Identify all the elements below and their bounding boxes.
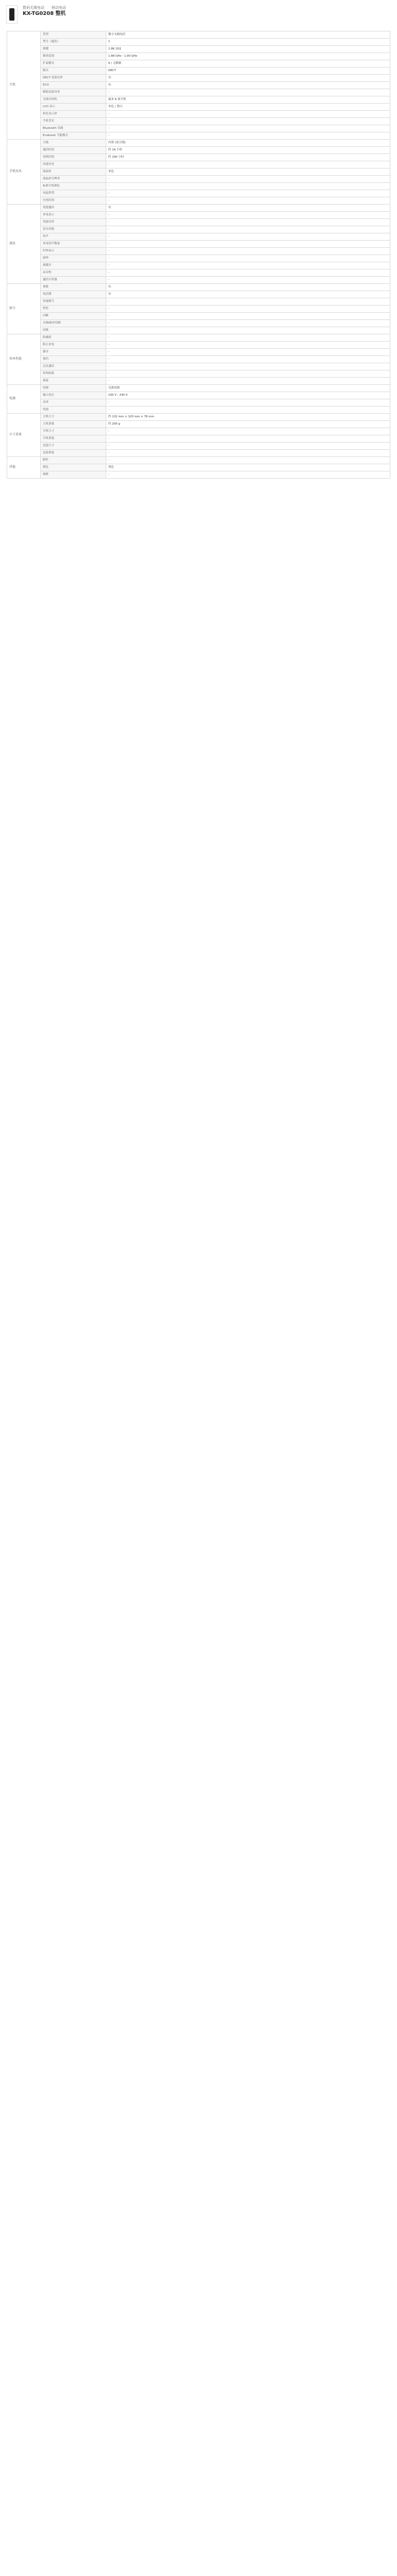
spec-label: 主机重量 xyxy=(41,421,106,428)
spec-row xyxy=(7,39,390,46)
spec-row xyxy=(7,104,390,111)
spec-label: 电话簿 xyxy=(41,291,106,298)
spec-row xyxy=(7,140,390,147)
spec-label: 防骚扰 xyxy=(41,334,106,342)
spec-label: 扩展模式 xyxy=(41,60,106,67)
spec-value: - xyxy=(106,334,390,342)
spec-value: - xyxy=(106,370,390,378)
spec-row xyxy=(7,378,390,385)
spec-value: - xyxy=(106,298,390,306)
spec-value: - xyxy=(106,406,390,414)
spec-category: 电源 xyxy=(7,385,41,414)
spec-label: 通话时间 xyxy=(41,147,106,154)
spec-value: - xyxy=(106,233,390,241)
spec-label: 静音 xyxy=(41,349,106,356)
spec-label: 包装重量 xyxy=(41,450,106,457)
spec-table xyxy=(7,31,390,479)
spec-value: - xyxy=(106,262,390,269)
spec-row xyxy=(7,212,390,219)
spec-row xyxy=(7,277,390,284)
spec-row xyxy=(7,118,390,125)
spec-label: 降低发射功率 xyxy=(41,89,106,96)
spec-value: - xyxy=(106,327,390,334)
spec-value: - xyxy=(106,342,390,349)
spec-row xyxy=(7,399,390,406)
spec-label: Ecoboost 节能模式 xyxy=(41,132,106,140)
spec-label: 预约 xyxy=(41,356,106,363)
spec-label: 重拨 xyxy=(41,284,106,291)
spec-label: 天线 xyxy=(41,140,106,147)
spec-row xyxy=(7,421,390,428)
spec-category: 拨号 xyxy=(7,284,41,334)
spec-value: - xyxy=(106,226,390,233)
spec-label: 电池 xyxy=(41,406,106,414)
phone-icon xyxy=(9,8,14,21)
spec-row xyxy=(7,53,390,60)
spec-value: - xyxy=(106,306,390,313)
spec-category: 手机技术 xyxy=(7,140,41,205)
spec-value: - xyxy=(106,89,390,96)
spec-row xyxy=(7,327,390,334)
spec-value: - xyxy=(106,212,390,219)
spec-row xyxy=(7,46,390,53)
spec-value: 有 xyxy=(106,205,390,212)
spec-label: 手机背光 xyxy=(41,118,106,125)
spec-row xyxy=(7,233,390,241)
spec-value: - xyxy=(106,197,390,205)
spec-value: 约 200 g xyxy=(106,421,390,428)
spec-category: 尺寸重量 xyxy=(7,414,41,457)
spec-value: 1.88 GHz - 1.90 GHz xyxy=(106,53,390,60)
spec-row xyxy=(7,471,390,479)
spec-label: 通话计时器 xyxy=(41,277,106,284)
spec-label: 回拨 xyxy=(41,327,106,334)
spec-value: - xyxy=(106,125,390,132)
spec-row xyxy=(7,111,390,118)
spec-row xyxy=(7,219,390,226)
spec-value: 有 xyxy=(106,284,390,291)
spec-value: - xyxy=(106,443,390,450)
spec-value: 100 V - 240 V xyxy=(106,392,390,399)
spec-row xyxy=(7,342,390,349)
spec-value: - xyxy=(106,428,390,435)
spec-row xyxy=(7,183,390,190)
spec-value: - xyxy=(106,269,390,277)
spec-label: 语音信箱 xyxy=(41,226,106,233)
spec-row xyxy=(7,205,390,212)
spec-value: - xyxy=(106,277,390,284)
spec-value: 有 xyxy=(106,82,390,89)
spec-label: 液晶屏 xyxy=(41,168,106,176)
spec-value: 有 xyxy=(106,75,390,82)
spec-row xyxy=(7,125,390,132)
spec-value: - xyxy=(106,356,390,363)
spec-category: 基本性能 xyxy=(7,334,41,385)
spec-value: 单色 / 黑白 xyxy=(106,104,390,111)
spec-row xyxy=(7,262,390,269)
spec-label: 无线对讲机 xyxy=(41,96,106,104)
spec-label: 阻止来电 xyxy=(41,342,106,349)
spec-label: LCD 显示 xyxy=(41,104,106,111)
spec-row xyxy=(7,406,390,414)
spec-value: - xyxy=(106,118,390,125)
spec-label: 输入电压 xyxy=(41,392,106,399)
product-header xyxy=(0,0,397,31)
spec-category: 其他 xyxy=(7,457,41,479)
spec-label: 保留 xyxy=(41,378,106,385)
spec-value: - xyxy=(106,248,390,255)
spec-value: 内置 (双天线) xyxy=(106,140,390,147)
spec-row xyxy=(7,82,390,89)
spec-value: 单色 xyxy=(106,168,390,176)
spec-value: - xyxy=(106,320,390,327)
spec-label: Bluetooth 功能 xyxy=(41,125,106,132)
spec-label: 会议通话 xyxy=(41,363,106,370)
spec-row xyxy=(7,363,390,370)
spec-row xyxy=(7,60,390,67)
spec-value: - xyxy=(106,161,390,168)
spec-row xyxy=(7,75,390,82)
product-title: KX-TG0208 整机 xyxy=(23,11,66,16)
spec-row xyxy=(7,457,390,464)
spec-label: 免提对讲 xyxy=(41,219,106,226)
spec-row xyxy=(7,414,390,421)
spec-label: 电源 xyxy=(41,385,106,392)
spec-row xyxy=(7,241,390,248)
spec-row xyxy=(7,154,390,161)
spec-label: 功率 xyxy=(41,399,106,406)
spec-row xyxy=(7,147,390,154)
spec-value: - xyxy=(106,132,390,140)
spec-row xyxy=(7,450,390,457)
spec-row xyxy=(7,226,390,233)
spec-value: - xyxy=(106,471,390,479)
spec-category: 主机 xyxy=(7,31,41,140)
spec-label: 待机时间 xyxy=(41,154,106,161)
spec-label: 高速充电 xyxy=(41,161,106,168)
spec-row xyxy=(7,284,390,291)
spec-label: 主机尺寸 xyxy=(41,414,106,421)
product-subtitle: 数码无绳电话 移动电话 xyxy=(23,6,66,10)
spec-label: 快速拨号 xyxy=(41,298,106,306)
spec-value: - xyxy=(106,457,390,464)
spec-row xyxy=(7,392,390,399)
spec-label: 呼叫转移 xyxy=(41,370,106,378)
spec-row xyxy=(7,67,390,75)
spec-value: - xyxy=(106,399,390,406)
spec-row xyxy=(7,269,390,277)
spec-value: - xyxy=(106,349,390,356)
spec-value: 1 xyxy=(106,39,390,46)
spec-row xyxy=(7,248,390,255)
spec-label: 标准手机颜色 xyxy=(41,183,106,190)
spec-value: 数字无绳电话 xyxy=(106,31,390,39)
spec-label: 彩色显示屏 xyxy=(41,111,106,118)
spec-row xyxy=(7,443,390,450)
spec-label: 按键 xyxy=(41,46,106,53)
spec-row xyxy=(7,197,390,205)
spec-value: 约 14 小时 xyxy=(106,147,390,154)
spec-row xyxy=(7,161,390,168)
spec-label: 闹钟 xyxy=(41,255,106,262)
spec-value: - xyxy=(106,363,390,370)
spec-value: 约 132 mm × 103 mm × 78 mm xyxy=(106,414,390,421)
spec-label: 免提通话 xyxy=(41,205,106,212)
spec-value: 最多 6 部手机 xyxy=(106,96,390,104)
spec-value: 交流电源 xyxy=(106,385,390,392)
spec-label: 按键音 xyxy=(41,262,106,269)
spec-label: DECT 发射功率 xyxy=(41,75,106,82)
spec-row xyxy=(7,31,390,39)
spec-row xyxy=(7,176,390,183)
spec-label: 录音机 xyxy=(41,269,106,277)
spec-row xyxy=(7,320,390,327)
spec-row xyxy=(7,96,390,104)
spec-label: 频率范围 xyxy=(41,53,106,60)
spec-row xyxy=(7,349,390,356)
spec-value: 6 / 无限制 xyxy=(106,60,390,67)
spec-row xyxy=(7,356,390,363)
spec-value: 黑色 xyxy=(106,464,390,471)
spec-row xyxy=(7,168,390,176)
spec-value: - xyxy=(106,378,390,385)
spec-label: 电池类型 xyxy=(41,190,106,197)
spec-row xyxy=(7,464,390,471)
spec-label: ECO xyxy=(41,82,106,89)
spec-row xyxy=(7,291,390,298)
spec-value: 约 190 小时 xyxy=(106,154,390,161)
spec-value: - xyxy=(106,313,390,320)
spec-value: - xyxy=(106,435,390,443)
spec-category: 通话 xyxy=(7,205,41,284)
spec-label: 充电时间 xyxy=(41,197,106,205)
spec-label: 来电显示 xyxy=(41,212,106,219)
spec-label: 手机尺寸 xyxy=(41,428,106,435)
spec-value: - xyxy=(106,219,390,226)
spec-label: 颜色 xyxy=(41,464,106,471)
spec-row xyxy=(7,132,390,140)
spec-row xyxy=(7,370,390,378)
spec-label: 附件 xyxy=(41,457,106,464)
spec-value: - xyxy=(106,241,390,248)
spec-label: 暂停 xyxy=(41,306,106,313)
spec-value: - xyxy=(106,183,390,190)
spec-label: 制式 xyxy=(41,67,106,75)
spec-label: 铃声 xyxy=(41,233,106,241)
spec-row xyxy=(7,334,390,342)
spec-label: 手机重量 xyxy=(41,435,106,443)
spec-value: DECT xyxy=(106,67,390,75)
spec-row xyxy=(7,190,390,197)
spec-label: 保修 xyxy=(41,471,106,479)
spec-row xyxy=(7,255,390,262)
spec-row xyxy=(7,89,390,96)
spec-row xyxy=(7,435,390,443)
spec-label: 类型 xyxy=(41,31,106,39)
spec-row xyxy=(7,313,390,320)
spec-value: 1.8K 2G1 xyxy=(106,46,390,53)
spec-label: 来电铃声数量 xyxy=(41,241,106,248)
spec-row xyxy=(7,385,390,392)
spec-value: - xyxy=(106,111,390,118)
spec-value: - xyxy=(106,190,390,197)
spec-value: - xyxy=(106,450,390,457)
spec-value: - xyxy=(106,176,390,183)
spec-value: 有 xyxy=(106,291,390,298)
spec-label: 液晶屏分辨率 xyxy=(41,176,106,183)
spec-row xyxy=(7,298,390,306)
product-thumbnail[interactable] xyxy=(6,5,18,24)
spec-row xyxy=(7,306,390,313)
spec-page xyxy=(0,0,397,479)
spec-label: 包装尺寸 xyxy=(41,443,106,450)
spec-label: 音频/脉冲切换 xyxy=(41,320,106,327)
spec-label: 闪断 xyxy=(41,313,106,320)
spec-label: 型号（通讯） xyxy=(41,39,106,46)
spec-row xyxy=(7,428,390,435)
spec-label: 时钟显示 xyxy=(41,248,106,255)
spec-value: - xyxy=(106,255,390,262)
